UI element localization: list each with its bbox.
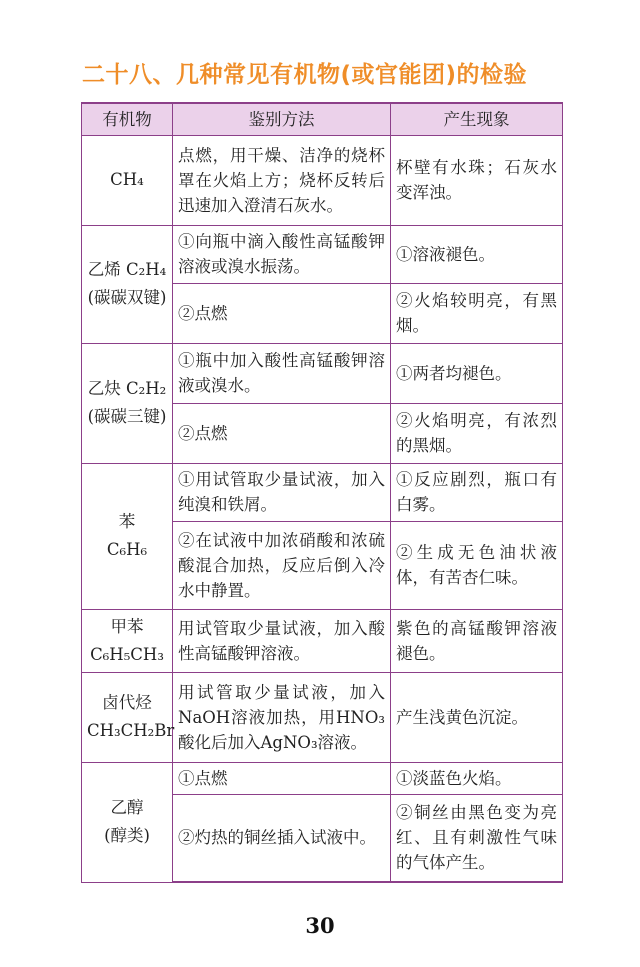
method-cell: ①瓶中加入酸性高锰酸钾溶液或溴水。 [173, 343, 391, 403]
compound-name [82, 343, 173, 463]
method-cell: 用试管取少量试液，加入NaOH溶液加热，用HNO₃酸化后加入AgNO₃溶液。 [173, 672, 391, 762]
method-cell: ①点燃 [173, 762, 391, 794]
method-cell: ②在试液中加浓硝酸和浓硫酸混合加热，反应后倒入冷水中静置。 [173, 521, 391, 609]
table-row [82, 762, 563, 794]
table-row [82, 135, 563, 225]
method-cell: ①用试管取少量试液，加入纯溴和铁屑。 [173, 463, 391, 521]
compound-name [82, 762, 173, 882]
compound-note: (碳碳三键) [87, 407, 167, 426]
table-header-row [82, 103, 563, 135]
method-cell: ①向瓶中滴入酸性高锰酸钾溶液或溴水振荡。 [173, 225, 391, 283]
compound-note: (碳碳双键) [87, 288, 167, 307]
compound-name-text: 苯 [118, 512, 136, 531]
table-row [82, 672, 563, 762]
compound-formula: CH₃CH₂Br [87, 721, 175, 740]
compound-name [82, 225, 173, 343]
compound-name-text: 卤代烃 [102, 693, 152, 712]
method-cell: 用试管取少量试液，加入酸性高锰酸钾溶液。 [173, 609, 391, 672]
result-cell: ②火焰较明亮，有黑烟。 [391, 283, 563, 343]
result-cell: ②火焰明亮，有浓烈的黑烟。 [391, 403, 563, 463]
result-cell: 紫色的高锰酸钾溶液褪色。 [391, 609, 563, 672]
method-cell: ②点燃 [173, 283, 391, 343]
result-cell: ①溶液褪色。 [391, 225, 563, 283]
method-cell: ②点燃 [173, 403, 391, 463]
compound-note: (醇类) [104, 826, 150, 845]
result-cell: ①两者均褪色。 [391, 343, 563, 403]
compound-formula: 乙烯 C₂H₄ [87, 260, 167, 279]
table-row [82, 609, 563, 672]
result-cell: ②铜丝由黑色变为亮红、且有刺激性气味的气体产生。 [391, 794, 563, 882]
table-row [82, 463, 563, 521]
method-cell: ②灼热的铜丝插入试液中。 [173, 794, 391, 882]
organic-compound-test-table [81, 102, 563, 883]
result-cell: ①反应剧烈，瓶口有白雾。 [391, 463, 563, 521]
compound-formula: 乙炔 C₂H₂ [87, 379, 167, 398]
compound-name [82, 609, 173, 672]
header-compound: 有机物 [82, 103, 173, 135]
compound-name-text: 甲苯 [110, 616, 144, 636]
compound-name [82, 463, 173, 609]
header-result: 产生现象 [391, 103, 563, 135]
table-row [82, 343, 563, 403]
header-method: 鉴别方法 [173, 103, 391, 135]
page-number: 30 [305, 913, 335, 938]
result-cell: 产生浅黄色沉淀。 [391, 672, 563, 762]
method-cell: 点燃，用干燥、洁净的烧杯罩在火焰上方；烧杯反转后迅速加入澄清石灰水。 [173, 135, 391, 225]
page-title: 二十八、几种常见有机物(或官能团)的检验 [82, 62, 528, 88]
table-row [82, 225, 563, 283]
result-cell: ①淡蓝色火焰。 [391, 762, 563, 794]
compound-formula: C₆H₆ [106, 540, 148, 559]
compound-name-text: 乙醇 [110, 798, 144, 817]
result-cell: 杯壁有水珠；石灰水变浑浊。 [391, 135, 563, 225]
compound-name: CH₄ [82, 135, 173, 225]
compound-name [82, 672, 173, 762]
result-cell: ②生成无色油状液体，有苦杏仁味。 [391, 521, 563, 609]
compound-formula: C₆H₅CH₃ [90, 644, 164, 664]
